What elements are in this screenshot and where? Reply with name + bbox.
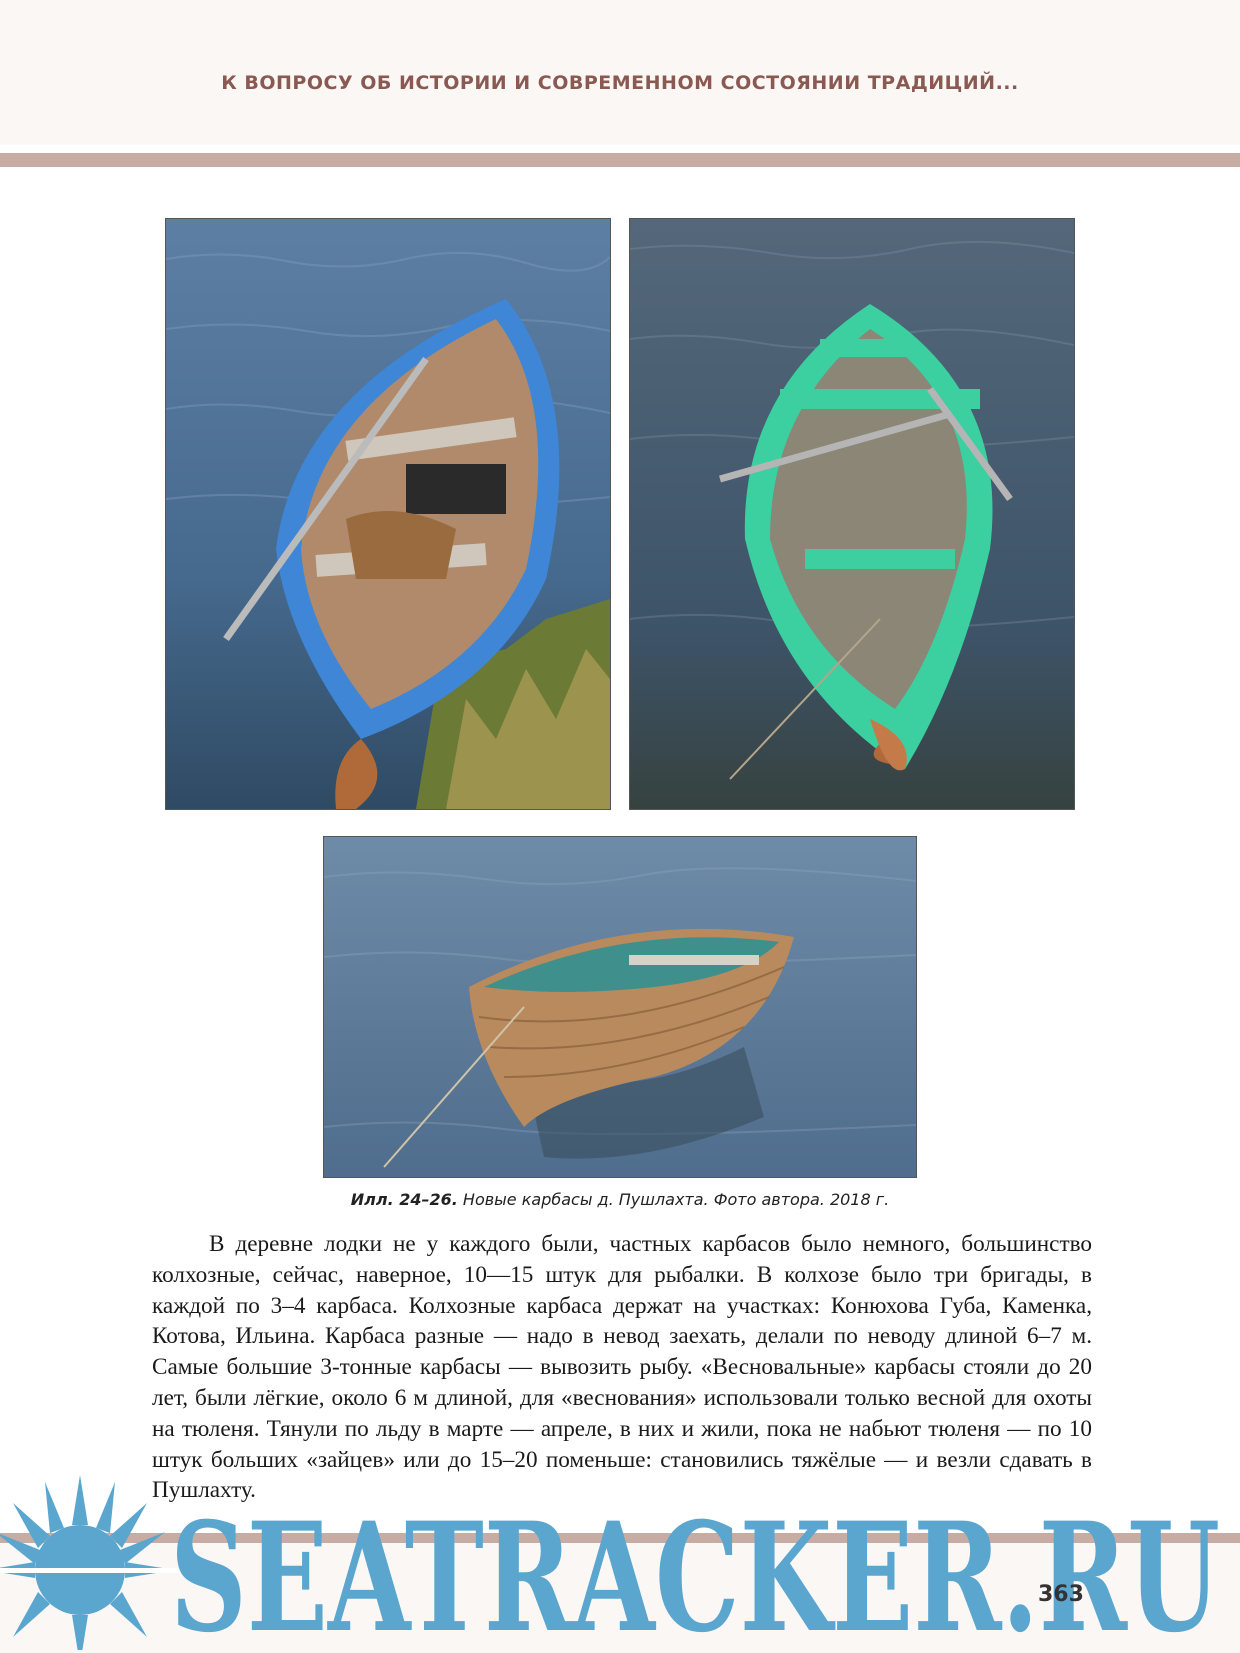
photo-blue-boat [165,218,611,810]
photo-green-boat [629,218,1075,810]
caption-label: Илл. 24–26. [350,1190,458,1209]
moored-boat-image [324,837,916,1177]
photo-moored-boat [323,836,917,1178]
blue-boat-image [166,219,610,809]
running-title: К ВОПРОСУ ОБ ИСТОРИИ И СОВРЕМЕННОМ СОСТОЯНИИ ТРАДИЦИЙ... [221,72,1019,94]
watermark-logo [170,1490,1230,1650]
caption-text: Новые карбасы д. Пушлахта. Фото автора. 2018 г. [457,1190,890,1209]
page-number: 363 [1038,1582,1084,1607]
svg-text:SEATRACKER.RU: SEATRACKER.RU [170,1490,1220,1650]
header-rule [0,153,1240,167]
figure-caption [0,1190,1240,1209]
green-boat-image [630,219,1074,809]
body-paragraph: В деревне лодки не у каждого были, частных карбасов было немного, большинство колхозные, сейчас, наверное, 10—15 штук для рыбалки. В колхозе было три бригады, в каждой по 3–4 карбаса. Колхозные карбаса держат на участках: Конюхова Губа, Каменка, Котова, Ильина. Карбаса разные — надо в невод заехать, делали по неводу длиной 6–7 м. Самые большие 3-тонные карбасы — вывозить рыбу. «Весновальные» карбасы стояли до 20 лет, были лёгкие, около 6 м длиной, для «веснования» использовали только весной для охоты на тюленя. Тянули по льду в марте — апреле, в них и жили, пока не набьют тюленя — по 10 штук больших «зайцев» или до 15–20 поменьше: становились тяжёлые — и везли сдавать в Пушлахту. [152,1231,1092,1504]
watermark-sun-icon [0,1470,180,1650]
